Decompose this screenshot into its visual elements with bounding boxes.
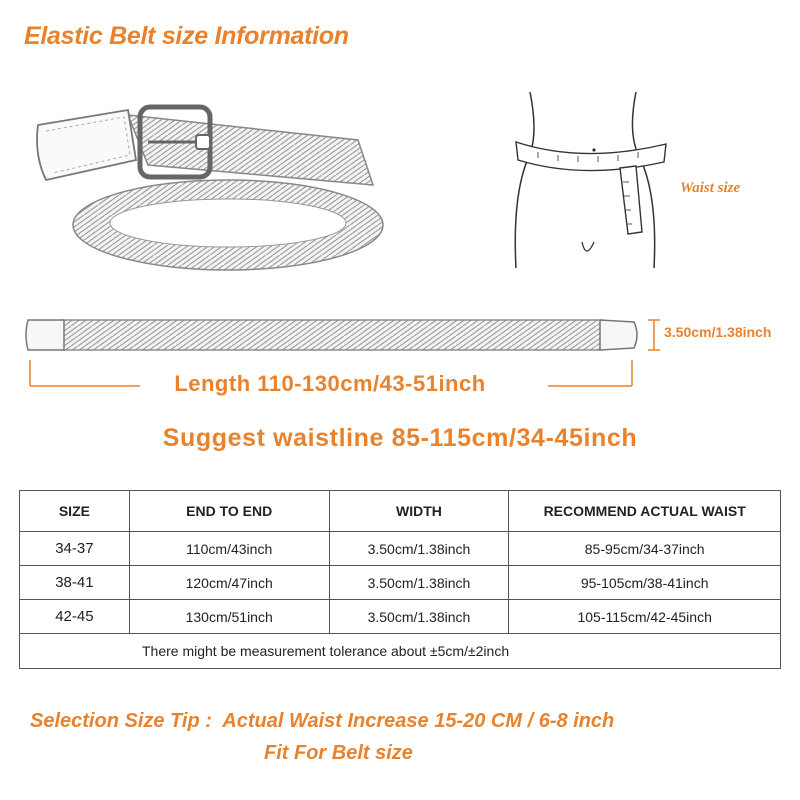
belt-width-label: 3.50cm/1.38inch: [664, 324, 772, 340]
table-cell: 95-105cm/38-41inch: [509, 566, 781, 600]
size-table: [19, 490, 781, 669]
table-cell: 42-45: [20, 600, 130, 634]
table-row: [20, 600, 781, 634]
table-note-row: [20, 634, 781, 669]
belt-length-label: Length 110-130cm/43-51inch: [174, 371, 486, 396]
coiled-belt-illustration: [28, 95, 388, 285]
tolerance-note: There might be measurement tolerance about ±5cm/±2inch: [20, 634, 781, 669]
table-cell: 85-95cm/34-37inch: [509, 532, 781, 566]
table-header: RECOMMEND ACTUAL WAIST: [509, 491, 781, 532]
table-cell: 120cm/47inch: [129, 566, 329, 600]
table-cell: 3.50cm/1.38inch: [329, 600, 509, 634]
table-cell: 3.50cm/1.38inch: [329, 532, 509, 566]
page-title: Elastic Belt size Information: [24, 22, 349, 50]
table-header: SIZE: [20, 491, 130, 532]
suggested-waistline-label: Suggest waistline 85-115cm/34-45inch: [162, 424, 638, 452]
table-cell: 110cm/43inch: [129, 532, 329, 566]
table-cell: 34-37: [20, 532, 130, 566]
table-header-row: [20, 491, 781, 532]
table-row: [20, 532, 781, 566]
size-tip-line: Selection Size Tip : Actual Waist Increase 15-20 CM / 6-8 inch: [30, 710, 615, 732]
table-header: WIDTH: [329, 491, 509, 532]
table-cell: 3.50cm/1.38inch: [329, 566, 509, 600]
size-tip-line-2: Fit For Belt size: [264, 742, 413, 764]
table-cell: 105-115cm/42-45inch: [509, 600, 781, 634]
belt-strip-illustration: [22, 316, 662, 356]
waist-size-label: Waist size: [680, 180, 741, 196]
table-header: END TO END: [129, 491, 329, 532]
waist-measurement-figure: [508, 92, 708, 268]
table-cell: 130cm/51inch: [129, 600, 329, 634]
table-cell: 38-41: [20, 566, 130, 600]
table-row: [20, 566, 781, 600]
